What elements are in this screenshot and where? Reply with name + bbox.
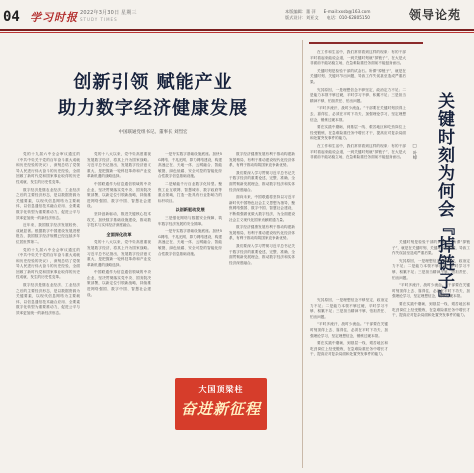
main-column-2 (87, 152, 151, 462)
paragraph: “平时多流汗，战时少流血。”干部要在关键时刻顶得上去、靠得住，必须在平时下功夫，加强理论学习，坚定理想信念，锤炼过硬本领。 (310, 106, 406, 122)
paragraph: 关键时刻是检验干部的试金石。所谓“掉链子”，就是在关键时刻、关键环节出问题，导致工作失误甚至造成严重后果。 (310, 68, 406, 84)
right-column-bottom-1 (310, 298, 388, 466)
editor-info (285, 9, 370, 21)
main-column-3 (158, 152, 222, 374)
paragraph: 一是夯实数字基础设施底座。加快5G网络、千兆光网、算力网络建设，构建高速泛在、天地一体、云网融合、智能敏捷、绿色低碳、安全可控的智能化综合性数字信息基础设施。 (158, 229, 222, 256)
paragraph: 要在实践中磨砺，到基层一线、艰苦地区和吃劲岗位上经受锻炼，在急难险重任务中增长才干，提高应对复杂局面和处置突发事件的能力。 (392, 301, 470, 318)
main-column-1 (16, 152, 80, 462)
paragraph: 我们要深入学习贯彻习近平总书记关于数字经济的重要论述，完整、准确、全面贯彻新发展理念，推动数字经济和实体经济深度融合。 (229, 243, 295, 265)
paragraph: 究其原因，一是理想信念不够坚定，政治定力不足；二是能力本领不够过硬，平时学习不够、积累不足；三是担当精神不够，怕担责任、怕出问题。 (310, 298, 388, 319)
subhead-1: 全面深化改革 (106, 231, 132, 237)
paragraph: 要在实践中磨砺，到基层一线、艰苦地区和吃劲岗位上经受锻炼，在急难险重任务中增长才干，提高应对复杂局面和处置突发事件的能力。 (310, 125, 406, 141)
right-article-author: □ 叶峰 (412, 144, 417, 160)
paragraph: 究其原因，一是理想信念不够坚定，政治定力不足；二是能力本领不够过硬，平时学习不够、积累不足；三是担当精神不够，怕担责任、怕出问题。 (310, 87, 406, 103)
campaign-logo (175, 378, 267, 430)
paragraph: 二是赋能千行百业数字化转型。聚焦工业互联网、智慧城市、数字政府等重点领域，打造一批具有行业影响力的标杆项目。 (158, 181, 222, 203)
paragraph: 我们要深入学习贯彻习近平总书记关于数字经济的重要论述，完整、准确、全面贯彻新发展理念，推动数字经济和实体经济深度融合。 (229, 170, 295, 192)
paragraph: 数字经济健康发展有利于推动构建新发展格局，有利于推动建设现代化经济体系，有利于推动构筑国家竞争新优势。 (229, 225, 295, 241)
paragraph: 关键时刻是检验干部的试金石。所谓“掉链子”，就是在关键时刻、关键环节出问题，导致工作失误甚至造成严重后果。 (392, 240, 470, 256)
main-headline-line-1: 创新引领 赋能产业 (73, 72, 233, 93)
paragraph: 党的十九届六中全会审议通过的《中共中央关于党的百年奋斗重大成就和历史经验的决议》，深刻总结了党领导人民进行伟大奋斗的历史经验，全面回顾了新时代党和国家事业取得的历史性成就、发生的历史性变革。 (16, 247, 80, 280)
paragraph: 究其原因，一是理想信念不够坚定，政治定力不足；二是能力本领不够过硬，平时学习不够、积累不足；三是担当精神不够，怕担责任、怕出问题。 (392, 258, 470, 280)
masthead (0, 0, 474, 36)
decorative-bar (309, 42, 423, 44)
paragraph: 要在实践中磨砺，到基层一线、艰苦地区和吃劲岗位上经受锻炼，在急难险重任务中增长才干，提高应对复杂局面和处置突发事件的能力。 (310, 341, 388, 357)
paragraph: 数字经济是继农业经济、工业经济之后的主要经济形态，是以数据资源为关键要素，以现代信息网络为主要载体，以信息通信技术融合应用、全要素数字化转型为重要推动力，促进公平与效率更加统一的新经济形态。 (16, 187, 80, 220)
paragraph: 党的十九届六中全会审议通过的《中共中央关于党的百年奋斗重大成就和历史经验的决议》，深刻总结了党领导人民进行伟大奋斗的历史经验，全面回顾了新时代党和国家事业取得的历史性成就、发生的历史性变革。 (16, 152, 80, 184)
paragraph: 在工作和生活中，我们常常看到这样的现象：有的干部平时看起来能说会道，一到关键时刻就“掉链子”，在大是大非面前不能站稳立场，在急难险重任务面前不能挺身而出。 (310, 143, 406, 160)
logo-top-text: 大国顶梁柱 (198, 385, 244, 394)
right-column-bottom-2 (392, 240, 470, 466)
paragraph: 数字经济健康发展有利于推动构建新发展格局，有利于推动建设现代化经济体系，有利于推动构筑国家竞争新优势。 (229, 152, 295, 168)
subhead-2: 以创新驱动发展 (175, 207, 205, 213)
paragraph: 三是强化网络与数据安全保障，筑牢数字经济发展的安全屏障。 (158, 215, 222, 226)
paragraph: 近年来，我国数字经济发展较快、成就显著。根据数字中国建设发展进程报告，我国数字经济规模已经连续多年位居世界第二。 (16, 223, 80, 244)
paragraph: 面向未来，中国联通将坚持以习近平新时代中国特色社会主义思想为指导，聚焦网络强国、数字中国、智慧社会建设，不断做强做优做大数字经济，为全面建设社会主义现代化国家贡献联通力量。 (229, 195, 295, 222)
masthead-rule (0, 29, 474, 31)
paper-name: 学习时报 (30, 11, 78, 24)
page-number: 04 (3, 9, 20, 25)
paragraph: 坚持创新驱动，推进关键核心技术攻关，加快数字基础设施建设，推动数字技术与实体经济深度融合。 (87, 211, 151, 228)
paragraph: 党的十八大以来，党中央高度重视发展数字经济，将其上升为国家战略。习近平总书记指出，发展数字经济意义重大，是把握新一轮科技革命和产业变革新机遇的战略选择。 (87, 152, 151, 179)
main-byline: 中国联通党组书记、董事长 刘烈宏 (118, 130, 188, 135)
paragraph: “平时多流汗，战时少流血。”干部要在关键时刻顶得上去、靠得住，必须在平时下功夫，加强理论学习，坚定理想信念，锤炼过硬本领。 (310, 322, 388, 338)
right-article-title: 关键时刻为何会『掉链子』 (434, 92, 454, 308)
paper-date: 2022年3月30日 星期三 (80, 10, 137, 16)
paragraph: 在工作和生活中，我们常常看到这样的现象：有的干部平时看起来能说会道，一到关键时刻就“掉链子”，在大是大非面前不能站稳立场，在急难险重任务面前不能挺身而出。 (310, 50, 406, 66)
column-divider (302, 40, 303, 468)
paragraph: “平时多流汗，战时少流血。”干部要在关键时刻顶得上去、靠得住，必须在平时下功夫，加强理论学习，坚定理想信念，锤炼过硬本领。 (392, 283, 470, 299)
section-name: 领导论苑 (408, 8, 461, 22)
email-line-1: E-mail:xxsb@163.com (323, 9, 371, 14)
editor-line-1: 本版编辑：董 萍 (285, 9, 316, 14)
paragraph: 一是夯实数字基础设施底座。加快5G网络、千兆光网、算力网络建设，构建高速泛在、天地一体、云网融合、智能敏捷、绿色低碳、安全可控的智能化综合性数字信息基础设施。 (158, 152, 222, 179)
email-line-2: 电话：010-62805150 (326, 15, 370, 20)
paper-subtitle: STUDY TIMES (80, 17, 118, 22)
editor-line-2: 版式设计：刘亚文 (285, 15, 319, 20)
logo-main-text: 奋进新征程 (180, 400, 261, 418)
masthead-rule-thin (0, 32, 474, 33)
paragraph: 党的十八大以来，党中央高度重视发展数字经济，将其上升为国家战略。习近平总书记指出，发展数字经济意义重大，是把握新一轮科技革命和产业变革新机遇的战略选择。 (87, 240, 151, 267)
paragraph: 数字经济是继农业经济、工业经济之后的主要经济形态，是以数据资源为关键要素，以现代信息网络为主要载体，以信息通信技术融合应用、全要素数字化转型为重要推动力，促进公平与效率更加统一的新经济形态。 (16, 283, 80, 316)
paragraph: 中国联通作为信息通信领域的中央企业，坚决贯彻落实党中央、国务院决策部署，以新定位引领新战略，持续推进网络强国、数字中国、智慧社会建设。 (87, 270, 151, 297)
paragraph: 中国联通作为信息通信领域的中央企业，坚决贯彻落实党中央、国务院决策部署，以新定位引领新战略，持续推进网络强国、数字中国、智慧社会建设。 (87, 181, 151, 209)
main-headline-line-2: 助力数字经济健康发展 (58, 98, 248, 119)
